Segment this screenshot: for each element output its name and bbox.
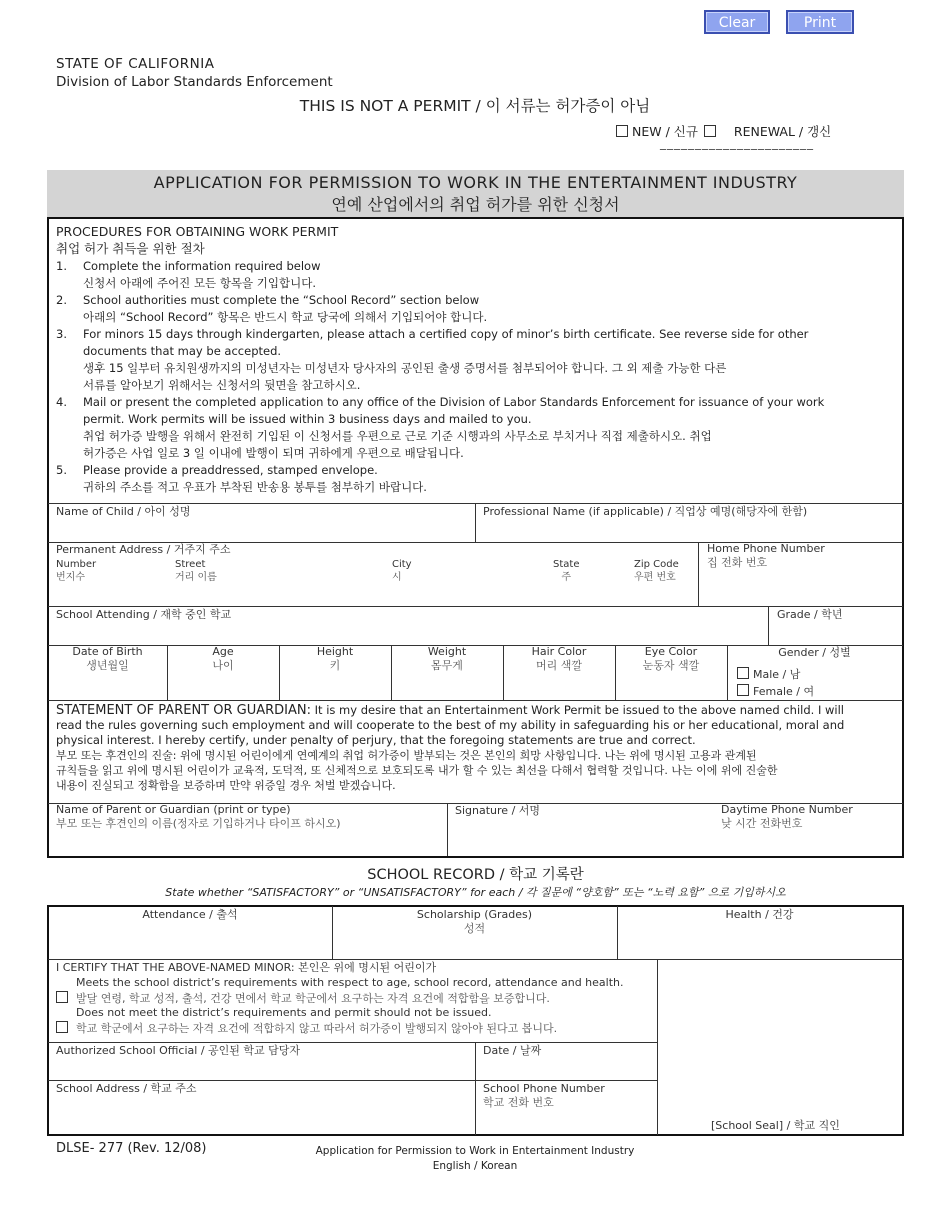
meets-requirements-option[interactable]: 발달 연령, 학교 성적, 출석, 건강 면에서 학교 학군에서 요구하는 자격 요건에 적합함을 보증합니다.	[56, 991, 550, 1006]
form-title-en: APPLICATION FOR PERMISSION TO WORK IN THE ENTERTAINMENT INDUSTRY	[153, 173, 798, 192]
not-meet-requirements-option[interactable]: 학교 학군에서 요구하는 자격 요건에 적합하지 않고 따라서 허가증이 발행되지 않아야 된다고 봅니다.	[56, 1021, 557, 1036]
school-address-field[interactable]	[56, 1098, 468, 1132]
procedures-heading: PROCEDURES FOR OBTAINING WORK PERMIT	[56, 224, 339, 239]
eye-color-label: Eye Color 눈동자 색깔	[642, 645, 700, 672]
footer-title: Application for Permission to Work in Entertainment Industry English / Korean	[315, 1145, 635, 1172]
school-record-title: SCHOOL RECORD / 학교 기록란	[367, 867, 584, 883]
procedure-line: documents that may be accepted.	[83, 344, 282, 358]
grade-label: Grade / 학년	[777, 608, 843, 621]
renewal-number-line: ______________________	[660, 136, 814, 150]
not-permit-notice: THIS IS NOT A PERMIT / 이 서류는 허가증이 아님	[299, 97, 651, 115]
address-city-label: City 시	[392, 559, 412, 583]
meets-requirements-text: Meets the school district’s requirements with respect to age, school record, attendance and health.	[76, 976, 624, 989]
not-meet-checkbox[interactable]	[56, 1021, 68, 1033]
print-button[interactable]: Print	[786, 10, 854, 34]
child-name-field[interactable]	[56, 520, 468, 540]
procedures-heading-ko: 취업 허가 취득을 위한 절차	[56, 241, 205, 256]
school-official-label: Authorized School Official / 공인된 학교 담당자	[56, 1044, 301, 1057]
dob-label: Date of Birth 생년월일	[72, 645, 143, 672]
procedure-line: 허가증은 사업 일로 3 일 이내에 발행이 되며 귀하에게 우편으로 배달됩니다.	[83, 446, 464, 460]
procedure-line: Complete the information required below	[83, 259, 321, 273]
signature-label: Signature / 서명	[455, 804, 541, 817]
school-record-instruction: State whether “SATISFACTORY” or “UNSATISFACTORY” for each / 각 질문에 “양호함” 또는 “노력 요함” 으로 기입하시오	[165, 886, 786, 899]
professional-name-field[interactable]	[483, 520, 895, 540]
hair-color-label: Hair Color 머리 색깔	[531, 645, 587, 672]
age-label: Age 나이	[212, 645, 234, 672]
weight-label: Weight 몸무게	[427, 645, 467, 672]
procedure-line: 아래의 “School Record” 항목은 반드시 학교 당국에 의해서 기입되어야 합니다.	[83, 310, 488, 324]
parent-name-label: Name of Parent or Guardian (print or type) 부모 또는 후견인의 이름(정자로 기입하거나 타이프 하시오)	[56, 803, 341, 830]
health-field[interactable]	[625, 936, 895, 956]
scholarship-label: Scholarship (Grades) 성적	[416, 908, 533, 935]
procedure-number: 4.	[56, 395, 67, 409]
gender-label: Gender / 성별	[778, 646, 851, 659]
attendance-field[interactable]	[56, 936, 326, 956]
form-id: DLSE- 277 (Rev. 12/08)	[56, 1141, 207, 1156]
procedure-number: 3.	[56, 327, 67, 341]
certify-label: I CERTIFY THAT THE ABOVE-NAMED MINOR: 본인은 위에 명시된 어린이가	[56, 961, 437, 974]
state-name: STATE OF CALIFORNIA	[56, 56, 215, 72]
meets-checkbox[interactable]	[56, 991, 68, 1003]
school-attending-field[interactable]	[56, 623, 761, 643]
not-meet-requirements-text: Does not meet the district’s requirements and permit should not be issued.	[76, 1006, 492, 1019]
new-label: NEW / 신규	[632, 124, 698, 139]
address-street-label: Street 거리 이름	[175, 559, 217, 583]
date-label: Date / 날짜	[483, 1044, 542, 1057]
school-phone-label: School Phone Number 학교 전화 번호	[483, 1082, 605, 1109]
procedure-line: For minors 15 days through kindergarten, please attach a certified copy of minor’s birth certificate. See reverse side for other	[83, 327, 809, 341]
procedure-item	[56, 394, 896, 462]
address-zip-label: Zip Code 우편 번호	[634, 559, 679, 583]
female-checkbox[interactable]	[737, 684, 749, 696]
gender-female-option[interactable]: Female / 여	[737, 684, 814, 699]
grade-field[interactable]	[777, 623, 897, 643]
procedure-line: 취업 허가증 발행을 위해서 완전히 기입된 이 신청서를 우편으로 근로 기준 시행과의 사무소로 부치거나 직접 제출하시오. 취업	[83, 429, 712, 443]
clear-button[interactable]: Clear	[704, 10, 770, 34]
procedure-item	[56, 292, 896, 326]
school-phone-field[interactable]	[483, 1112, 651, 1132]
address-number-label: Number 번지수	[56, 559, 97, 583]
male-checkbox[interactable]	[737, 667, 749, 679]
daytime-phone-label: Daytime Phone Number 낮 시간 전화번호	[721, 803, 853, 830]
procedure-item	[56, 258, 896, 292]
parent-statement: STATEMENT OF PARENT OR GUARDIAN: It is my desire that an Entertainment Work Permit be issued to the above named child. I will read the rules governing such employment and will cooperate to the best of my ability in safeguarding his or her educational, moral and physical interest. I hereby certify, under penalty of perjury, that the foregoing statements are true and correct. 부모 또는 후견인의 진술: 위에 명시된 어린이에게 연예계의 취업 허가증이 발부되는 것은 본인의 희망 사항입니다. 나는 위에 명시된 고용과 관계된 규칙들을 읽고 위에 명시된 어린이가 교육적, 도덕적, 또 신체적으로 보호되도록 내가 할 수 있는 최선을 다해서 협력할 것입니다. 나는 이에 위에 진술한 내용이 진실되고 정확함을 보증하며 만약 위증일 경우 처벌 받겠습니다.	[56, 703, 845, 792]
school-attending-label: School Attending / 재학 중인 학교	[56, 608, 232, 621]
school-official-field[interactable]	[56, 1060, 468, 1078]
attendance-label: Attendance / 출석	[142, 908, 238, 921]
daytime-phone-field[interactable]	[721, 835, 896, 853]
address-label: Permanent Address / 거주지 주소	[56, 543, 231, 556]
procedure-line: 서류를 알아보기 위해서는 신청서의 뒷면을 참고하시오.	[83, 378, 361, 392]
gender-male-option[interactable]: Male / 남	[737, 667, 800, 682]
height-label: Height 키	[316, 645, 354, 672]
division-name: Division of Labor Standards Enforcement	[56, 74, 333, 90]
child-name-label: Name of Child / 아이 성명	[56, 505, 191, 518]
home-phone-label: Home Phone Number 집 전화 번호	[707, 542, 825, 569]
professional-name-label: Professional Name (if applicable) / 직업상 예명(해당자에 한함)	[483, 505, 808, 518]
school-address-label: School Address / 학교 주소	[56, 1082, 197, 1095]
renewal-label: RENEWAL / 갱신	[733, 124, 832, 139]
procedure-line: 신청서 아래에 주어진 모든 항목을 기입합니다.	[83, 276, 317, 290]
new-checkbox[interactable]	[616, 125, 628, 137]
procedure-item	[56, 462, 896, 496]
scholarship-field[interactable]	[340, 936, 610, 956]
school-seal-label: [School Seal] / 학교 직인	[711, 1119, 840, 1132]
health-label: Health / 건강	[725, 908, 794, 921]
procedure-line: 생후 15 일부터 유치원생까지의 미성년자는 미성년자 당사자의 공인된 출생 증명서를 첨부되어야 합니다. 그 외 제출 가능한 다른	[83, 361, 727, 375]
address-state-label: State 주	[553, 559, 580, 583]
procedure-line: permit. Work permits will be issued within 3 business days and mailed to you.	[83, 412, 532, 426]
date-field[interactable]	[483, 1060, 651, 1078]
procedure-line: Please provide a preaddressed, stamped envelope.	[83, 463, 378, 477]
procedure-number: 5.	[56, 463, 67, 477]
parent-name-field[interactable]	[56, 835, 441, 853]
form-title-ko: 연예 산업에서의 취업 허가를 위한 신청서	[331, 195, 620, 214]
procedure-line: School authorities must complete the “School Record” section below	[83, 293, 480, 307]
procedure-number: 1.	[56, 259, 67, 273]
procedure-line: 귀하의 주소를 적고 우표가 부착된 반송용 봉투를 첨부하기 바랍니다.	[83, 480, 427, 494]
procedure-number: 2.	[56, 293, 67, 307]
procedures-list	[56, 258, 896, 496]
form-title-band	[47, 170, 904, 217]
signature-field[interactable]	[455, 822, 715, 852]
procedure-item	[56, 326, 896, 394]
address-field[interactable]	[56, 585, 691, 603]
home-phone-field[interactable]	[707, 575, 897, 603]
procedure-line: Mail or present the completed application to any office of the Division of Labor Standards Enforcement for issuance of your work	[83, 395, 825, 409]
